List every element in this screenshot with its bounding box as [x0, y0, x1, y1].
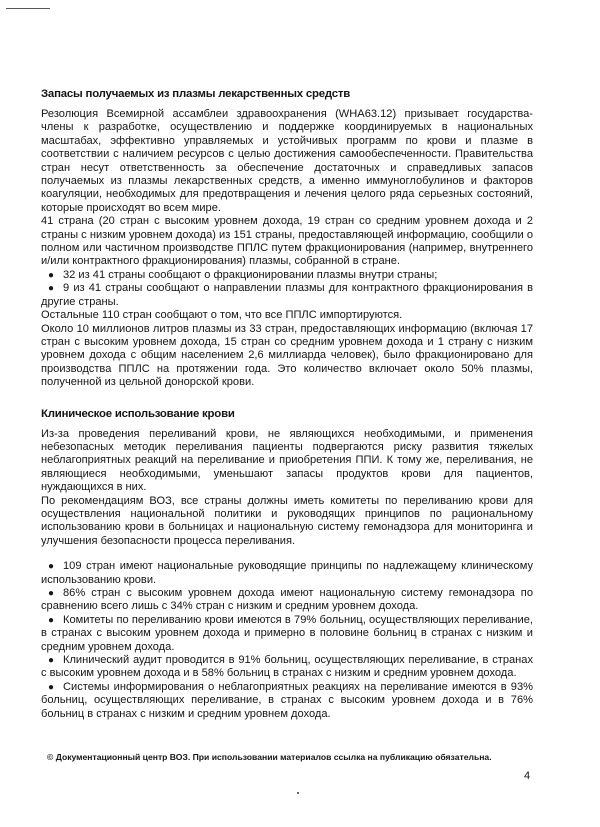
list-item-text: Клинический аудит проводится в 91% больниц, осуществляющих переливание, в странах с высоким уровнем дохода и в 58% больниц в странах с низким и средним уровнем дохода.	[41, 654, 533, 680]
scan-edge-mark	[6, 8, 50, 9]
bullet-icon: ●	[48, 561, 55, 573]
bullet-icon: ●	[48, 614, 55, 626]
list-item-text: 86% стран с высоким уровнем дохода имеют национальную систему гемонадзора по сравнению всего лишь с 34% стран с низким и средним уровнем дохода.	[41, 587, 533, 613]
copyright-footer: © Документационный центр ВОЗ. При использовании материалов ссылка на публикацию обязательна.	[47, 752, 492, 762]
paragraph: Остальные 110 стран сообщают о том, что все ППЛС импортируются.	[41, 309, 403, 322]
bullet-list	[41, 560, 533, 721]
list-item-text: 109 стран имеют национальные руководящие принципы по надлежащему клиническому использованию крови.	[41, 560, 533, 586]
list-item	[41, 282, 533, 309]
scan-dot	[297, 792, 299, 794]
list-item-text: Системы информирования о неблагоприятных реакциях на переливание имеются в 93% больниц, осуществляющих переливание, в странах с высоким уровнем дохода и в 76% больниц в странах с низким и средним уровнем дохода.	[41, 680, 533, 720]
spacer	[41, 548, 533, 560]
paragraph: По рекомендациям ВОЗ, все страны должны иметь комитеты по переливанию крови для осуществления национальной политики и руководящих принципов по рациональному использованию крови в больницах и национальную систему гемонадзора для мониторинга и улучшения безопасности процесса переливания.	[41, 494, 533, 547]
section-plasma-products	[41, 88, 533, 390]
bullet-icon: ●	[48, 269, 55, 281]
section-clinical-use	[41, 408, 533, 722]
page-number: 4	[524, 770, 531, 782]
main-content	[41, 88, 533, 721]
list-item-text: 9 из 41 страны сообщают о направлении плазмы для контрактного фракционирования в другие страны.	[41, 282, 533, 308]
list-item-text: 32 из 41 страны сообщают о фракционировании плазмы внутри страны;	[63, 268, 438, 281]
list-item-text: Комитеты по переливанию крови имеются в 79% больниц, осуществляющих переливание, в странах с высоким уровнем дохода и примерно в половине больниц в странах с низким и средним уровнем дохода.	[41, 613, 533, 653]
paragraph: Из-за проведения переливаний крови, не являющихся необходимыми, и применения небезопасных методик переливания пациенты подвергаются риску развития тяжелых неблагоприятных реакций на переливание и приобретения ППИ. К тому же, переливания, не являющиеся необходимыми, уменьшают запасы продуктов крови для пациентов, нуждающихся в них.	[41, 427, 533, 494]
paragraph: 41 страна (20 стран с высоким уровнем дохода, 19 стран со средним уровнем дохода и 2 страны с низким уровнем дохода) из 151 страны, предоставляющей информацию, сообщили о полном или частичном производстве ППЛС путем фракционирования (например, внутреннего и/или контрактного фракционирования) плазмы, собранной в стране.	[41, 215, 533, 268]
list-item	[41, 654, 533, 681]
bullet-icon: ●	[48, 283, 55, 295]
paragraph: Около 10 миллионов литров плазмы из 33 стран, предоставляющих информацию (включая 17 стран с высоким уровнем дохода, 15 стран со средним уровнем дохода и 1 страну с низким уровнем дохода с общим населением 2,6 миллиарда человек), было фракционировано для производства ППЛС на протяжении года. Это количество включает около 50% плазмы, полученной из цельной донорской крови.	[41, 322, 533, 389]
section-heading: Клиническое использование крови	[41, 407, 235, 420]
section-heading: Запасы получаемых из плазмы лекарственных средств	[41, 88, 351, 100]
bullet-icon: ●	[48, 655, 55, 667]
list-item	[41, 269, 533, 282]
bullet-icon: ●	[48, 588, 55, 599]
list-item	[41, 614, 533, 654]
bullet-icon: ●	[48, 681, 55, 693]
list-item	[41, 587, 533, 614]
list-item	[41, 560, 533, 587]
bullet-list	[41, 269, 533, 309]
paragraph: Резолюция Всемирной ассамблеи здравоохранения (WHA63.12) призывает государства-члены к разработке, осуществлению и поддержке координируемых в национальных масштабах, эффективно управляемых и устойчивых программ по крови и плазме в соответствии с наличием ресурсов с целью достижения самообеспеченности. Правительства стран несут ответственность за обеспечение достаточных и справедливых запасов получаемых из плазмы лекарственных средств, а именно иммуноглобулинов и факторов коагуляции, необходимых для предотвращения и лечения целого ряда серьезных состояний, которые происходят во всем мире.	[41, 108, 533, 214]
list-item	[41, 681, 533, 721]
